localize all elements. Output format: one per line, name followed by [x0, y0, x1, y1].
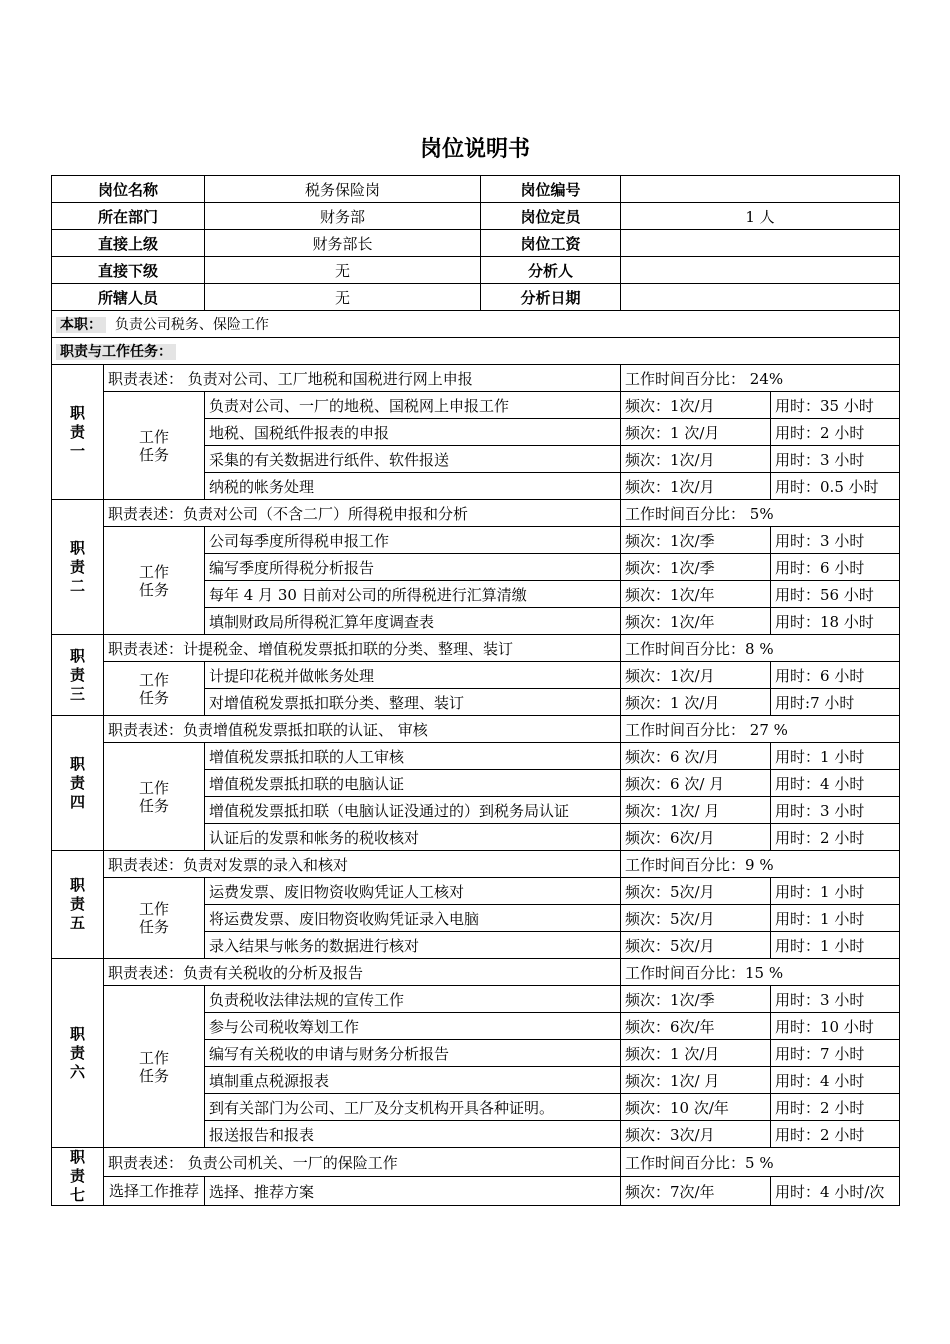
task-description: 采集的有关数据进行纸件、软件报送	[205, 446, 621, 473]
task-row	[52, 392, 900, 419]
duty-statement: 职责表述：负责有关税收的分析及报告	[104, 959, 621, 986]
task-duration: 用时：2 小时	[771, 824, 900, 851]
task-description: 公司每季度所得税申报工作	[205, 527, 621, 554]
task-frequency: 频次：7次/年	[621, 1177, 771, 1206]
task-description: 录入结果与帐务的数据进行核对	[205, 932, 621, 959]
task-label	[104, 743, 205, 851]
core-duty-text: 负责公司税务、保险工作	[114, 317, 269, 333]
task-frequency: 频次：6次/月	[621, 824, 771, 851]
duty-time-percent: 工作时间百分比：15 %	[621, 959, 900, 986]
task-frequency: 频次：1次/年	[621, 581, 771, 608]
task-frequency: 频次：1 次/月	[621, 689, 771, 716]
duty-time-percent: 工作时间百分比： 5%	[621, 500, 900, 527]
duty-statement: 职责表述：负责对公司（不含二厂）所得税申报和分析	[104, 500, 621, 527]
duty-time-percent: 工作时间百分比： 27 %	[621, 716, 900, 743]
task-frequency: 频次：5次/月	[621, 932, 771, 959]
duty-statement-row	[52, 635, 900, 662]
task-frequency: 频次：5次/月	[621, 878, 771, 905]
header-label: 岗位定员	[481, 203, 621, 230]
task-frequency: 频次：1 次/月	[621, 1040, 771, 1067]
task-row	[52, 743, 900, 770]
duty-name	[52, 716, 104, 851]
duty-name-text: 职责一	[69, 403, 85, 460]
task-duration: 用时：2 小时	[771, 1121, 900, 1148]
task-frequency: 频次：1次/月	[621, 473, 771, 500]
task-description: 报送报告和报表	[205, 1121, 621, 1148]
task-description: 填制财政局所得税汇算年度调查表	[205, 608, 621, 635]
duty-statement-row	[52, 1148, 900, 1177]
task-description: 增值税发票抵扣联（电脑认证没通过的）到税务局认证	[205, 797, 621, 824]
task-duration: 用时：4 小时/次	[771, 1177, 900, 1206]
duty-statement-row	[52, 851, 900, 878]
task-duration: 用时：0.5 小时	[771, 473, 900, 500]
duty-name-text: 职责七	[69, 1148, 85, 1204]
task-description: 计提印花税并做帐务处理	[205, 662, 621, 689]
duty-statement: 职责表述： 负责对公司、工厂地税和国税进行网上申报	[104, 365, 621, 392]
task-label	[104, 878, 205, 959]
task-duration: 用时：1 小时	[771, 878, 900, 905]
duty-name	[52, 1148, 104, 1206]
task-frequency: 频次：5次/月	[621, 905, 771, 932]
duty-name-text: 职责二	[69, 538, 85, 595]
task-frequency: 频次：6次/年	[621, 1013, 771, 1040]
header-value: 税务保险岗	[205, 176, 481, 203]
duties-heading: 职责与工作任务：	[52, 338, 900, 365]
duty-name	[52, 635, 104, 716]
duties-heading-row	[52, 338, 900, 365]
header-row	[52, 203, 900, 230]
task-label	[104, 527, 205, 635]
page-title: 岗位说明书	[419, 137, 530, 162]
task-description: 负责税收法律法规的宣传工作	[205, 986, 621, 1013]
task-frequency: 频次：1次/月	[621, 662, 771, 689]
task-duration: 用时：6 小时	[771, 662, 900, 689]
duty-statement: 职责表述：负责对发票的录入和核对	[104, 851, 621, 878]
header-row	[52, 230, 900, 257]
task-label	[104, 986, 205, 1148]
task-label-text: 工作任务	[138, 778, 169, 815]
task-row	[52, 1177, 900, 1206]
header-row	[52, 176, 900, 203]
duty-statement: 职责表述： 负责公司机关、一厂的保险工作	[104, 1148, 621, 1177]
duty-statement: 职责表述：负责增值税发票抵扣联的认证、 审核	[104, 716, 621, 743]
task-frequency: 频次：6 次/ 月	[621, 770, 771, 797]
task-label	[104, 662, 205, 716]
task-duration: 用时：2 小时	[771, 1094, 900, 1121]
task-duration: 用时：3 小时	[771, 986, 900, 1013]
duty-statement-row	[52, 716, 900, 743]
task-duration: 用时:7 小时	[771, 689, 900, 716]
task-label-text: 工作任务	[138, 427, 169, 464]
task-duration: 用时：56 小时	[771, 581, 900, 608]
job-description-table	[51, 175, 900, 1206]
task-row	[52, 878, 900, 905]
task-frequency: 频次：1 次/月	[621, 419, 771, 446]
task-frequency: 频次：1次/月	[621, 446, 771, 473]
task-description: 编写季度所得税分析报告	[205, 554, 621, 581]
duty-name-text: 职责六	[69, 1024, 85, 1081]
core-duty-label: 本职：	[56, 317, 106, 333]
task-duration: 用时：10 小时	[771, 1013, 900, 1040]
task-duration: 用时：4 小时	[771, 770, 900, 797]
task-description: 对增值税发票抵扣联分类、整理、装订	[205, 689, 621, 716]
duty-name	[52, 851, 104, 959]
duty-statement-row	[52, 500, 900, 527]
task-description: 将运费发票、废旧物资收购凭证录入电脑	[205, 905, 621, 932]
task-row	[52, 662, 900, 689]
core-duty-row	[52, 311, 900, 338]
task-duration: 用时：6 小时	[771, 554, 900, 581]
duty-name-text: 职责三	[69, 646, 85, 703]
header-value: 1 人	[621, 203, 900, 230]
duty-time-percent: 工作时间百分比：9 %	[621, 851, 900, 878]
task-description: 增值税发票抵扣联的人工审核	[205, 743, 621, 770]
duty-statement-row	[52, 959, 900, 986]
task-label-text: 工作任务	[138, 900, 169, 936]
header-label: 分析日期	[481, 284, 621, 311]
task-frequency: 频次：1次/季	[621, 527, 771, 554]
header-value	[621, 230, 900, 257]
duty-name-text: 职责五	[69, 876, 85, 932]
duty-name	[52, 959, 104, 1148]
task-label-text: 工作任务	[138, 670, 169, 707]
header-label: 所在部门	[52, 203, 205, 230]
task-label-text: 选择工作推荐	[109, 1182, 200, 1200]
task-duration: 用时：7 小时	[771, 1040, 900, 1067]
duty-name-text: 职责四	[69, 754, 85, 811]
task-frequency: 频次：1次/ 月	[621, 1067, 771, 1094]
header-label: 岗位名称	[52, 176, 205, 203]
duty-time-percent: 工作时间百分比：8 %	[621, 635, 900, 662]
task-description: 每年 4 月 30 日前对公司的所得税进行汇算清缴	[205, 581, 621, 608]
task-frequency: 频次：10 次/年	[621, 1094, 771, 1121]
task-duration: 用时：4 小时	[771, 1067, 900, 1094]
task-row	[52, 986, 900, 1013]
task-description: 纳税的帐务处理	[205, 473, 621, 500]
header-row	[52, 257, 900, 284]
task-description: 选择、推荐方案	[205, 1177, 621, 1206]
task-description: 负责对公司、一厂的地税、国税网上申报工作	[205, 392, 621, 419]
duty-statement-row	[52, 365, 900, 392]
header-value	[621, 257, 900, 284]
header-label: 所辖人员	[52, 284, 205, 311]
header-value	[621, 284, 900, 311]
header-value: 无	[205, 257, 481, 284]
task-duration: 用时：3 小时	[771, 446, 900, 473]
task-frequency: 频次：6 次/月	[621, 743, 771, 770]
task-frequency: 频次：3次/月	[621, 1121, 771, 1148]
task-duration: 用时：18 小时	[771, 608, 900, 635]
duty-time-percent: 工作时间百分比： 24%	[621, 365, 900, 392]
task-duration: 用时：3 小时	[771, 527, 900, 554]
header-row	[52, 284, 900, 311]
task-label	[104, 1177, 205, 1206]
task-duration: 用时：1 小时	[771, 905, 900, 932]
header-label: 岗位编号	[481, 176, 621, 203]
task-label-text: 工作任务	[138, 1048, 169, 1085]
task-duration: 用时：1 小时	[771, 932, 900, 959]
task-label	[104, 392, 205, 500]
task-duration: 用时：1 小时	[771, 743, 900, 770]
task-frequency: 频次：1次/月	[621, 392, 771, 419]
task-description: 填制重点税源报表	[205, 1067, 621, 1094]
duty-statement: 职责表述：计提税金、增值税发票抵扣联的分类、整理、装订	[104, 635, 621, 662]
header-value: 财务部长	[205, 230, 481, 257]
header-label: 分析人	[481, 257, 621, 284]
header-label: 岗位工资	[481, 230, 621, 257]
task-frequency: 频次：1次/季	[621, 554, 771, 581]
duty-name	[52, 500, 104, 635]
task-duration: 用时：2 小时	[771, 419, 900, 446]
duty-name	[52, 365, 104, 500]
task-label-text: 工作任务	[138, 562, 169, 599]
task-frequency: 频次：1次/ 月	[621, 797, 771, 824]
header-label: 直接下级	[52, 257, 205, 284]
header-value	[621, 176, 900, 203]
task-description: 编写有关税收的申请与财务分析报告	[205, 1040, 621, 1067]
task-frequency: 频次：1次/年	[621, 608, 771, 635]
header-value: 财务部	[205, 203, 481, 230]
duty-time-percent: 工作时间百分比：5 %	[621, 1148, 900, 1177]
task-description: 运费发票、废旧物资收购凭证人工核对	[205, 878, 621, 905]
task-duration: 用时：35 小时	[771, 392, 900, 419]
task-description: 参与公司税收筹划工作	[205, 1013, 621, 1040]
task-frequency: 频次：1次/季	[621, 986, 771, 1013]
task-description: 增值税发票抵扣联的电脑认证	[205, 770, 621, 797]
task-duration: 用时：3 小时	[771, 797, 900, 824]
header-label: 直接上级	[52, 230, 205, 257]
task-row	[52, 527, 900, 554]
task-description: 地税、国税纸件报表的申报	[205, 419, 621, 446]
core-duty	[52, 311, 900, 338]
task-description: 到有关部门为公司、工厂及分支机构开具各种证明。	[205, 1094, 621, 1121]
task-description: 认证后的发票和帐务的税收核对	[205, 824, 621, 851]
header-value: 无	[205, 284, 481, 311]
